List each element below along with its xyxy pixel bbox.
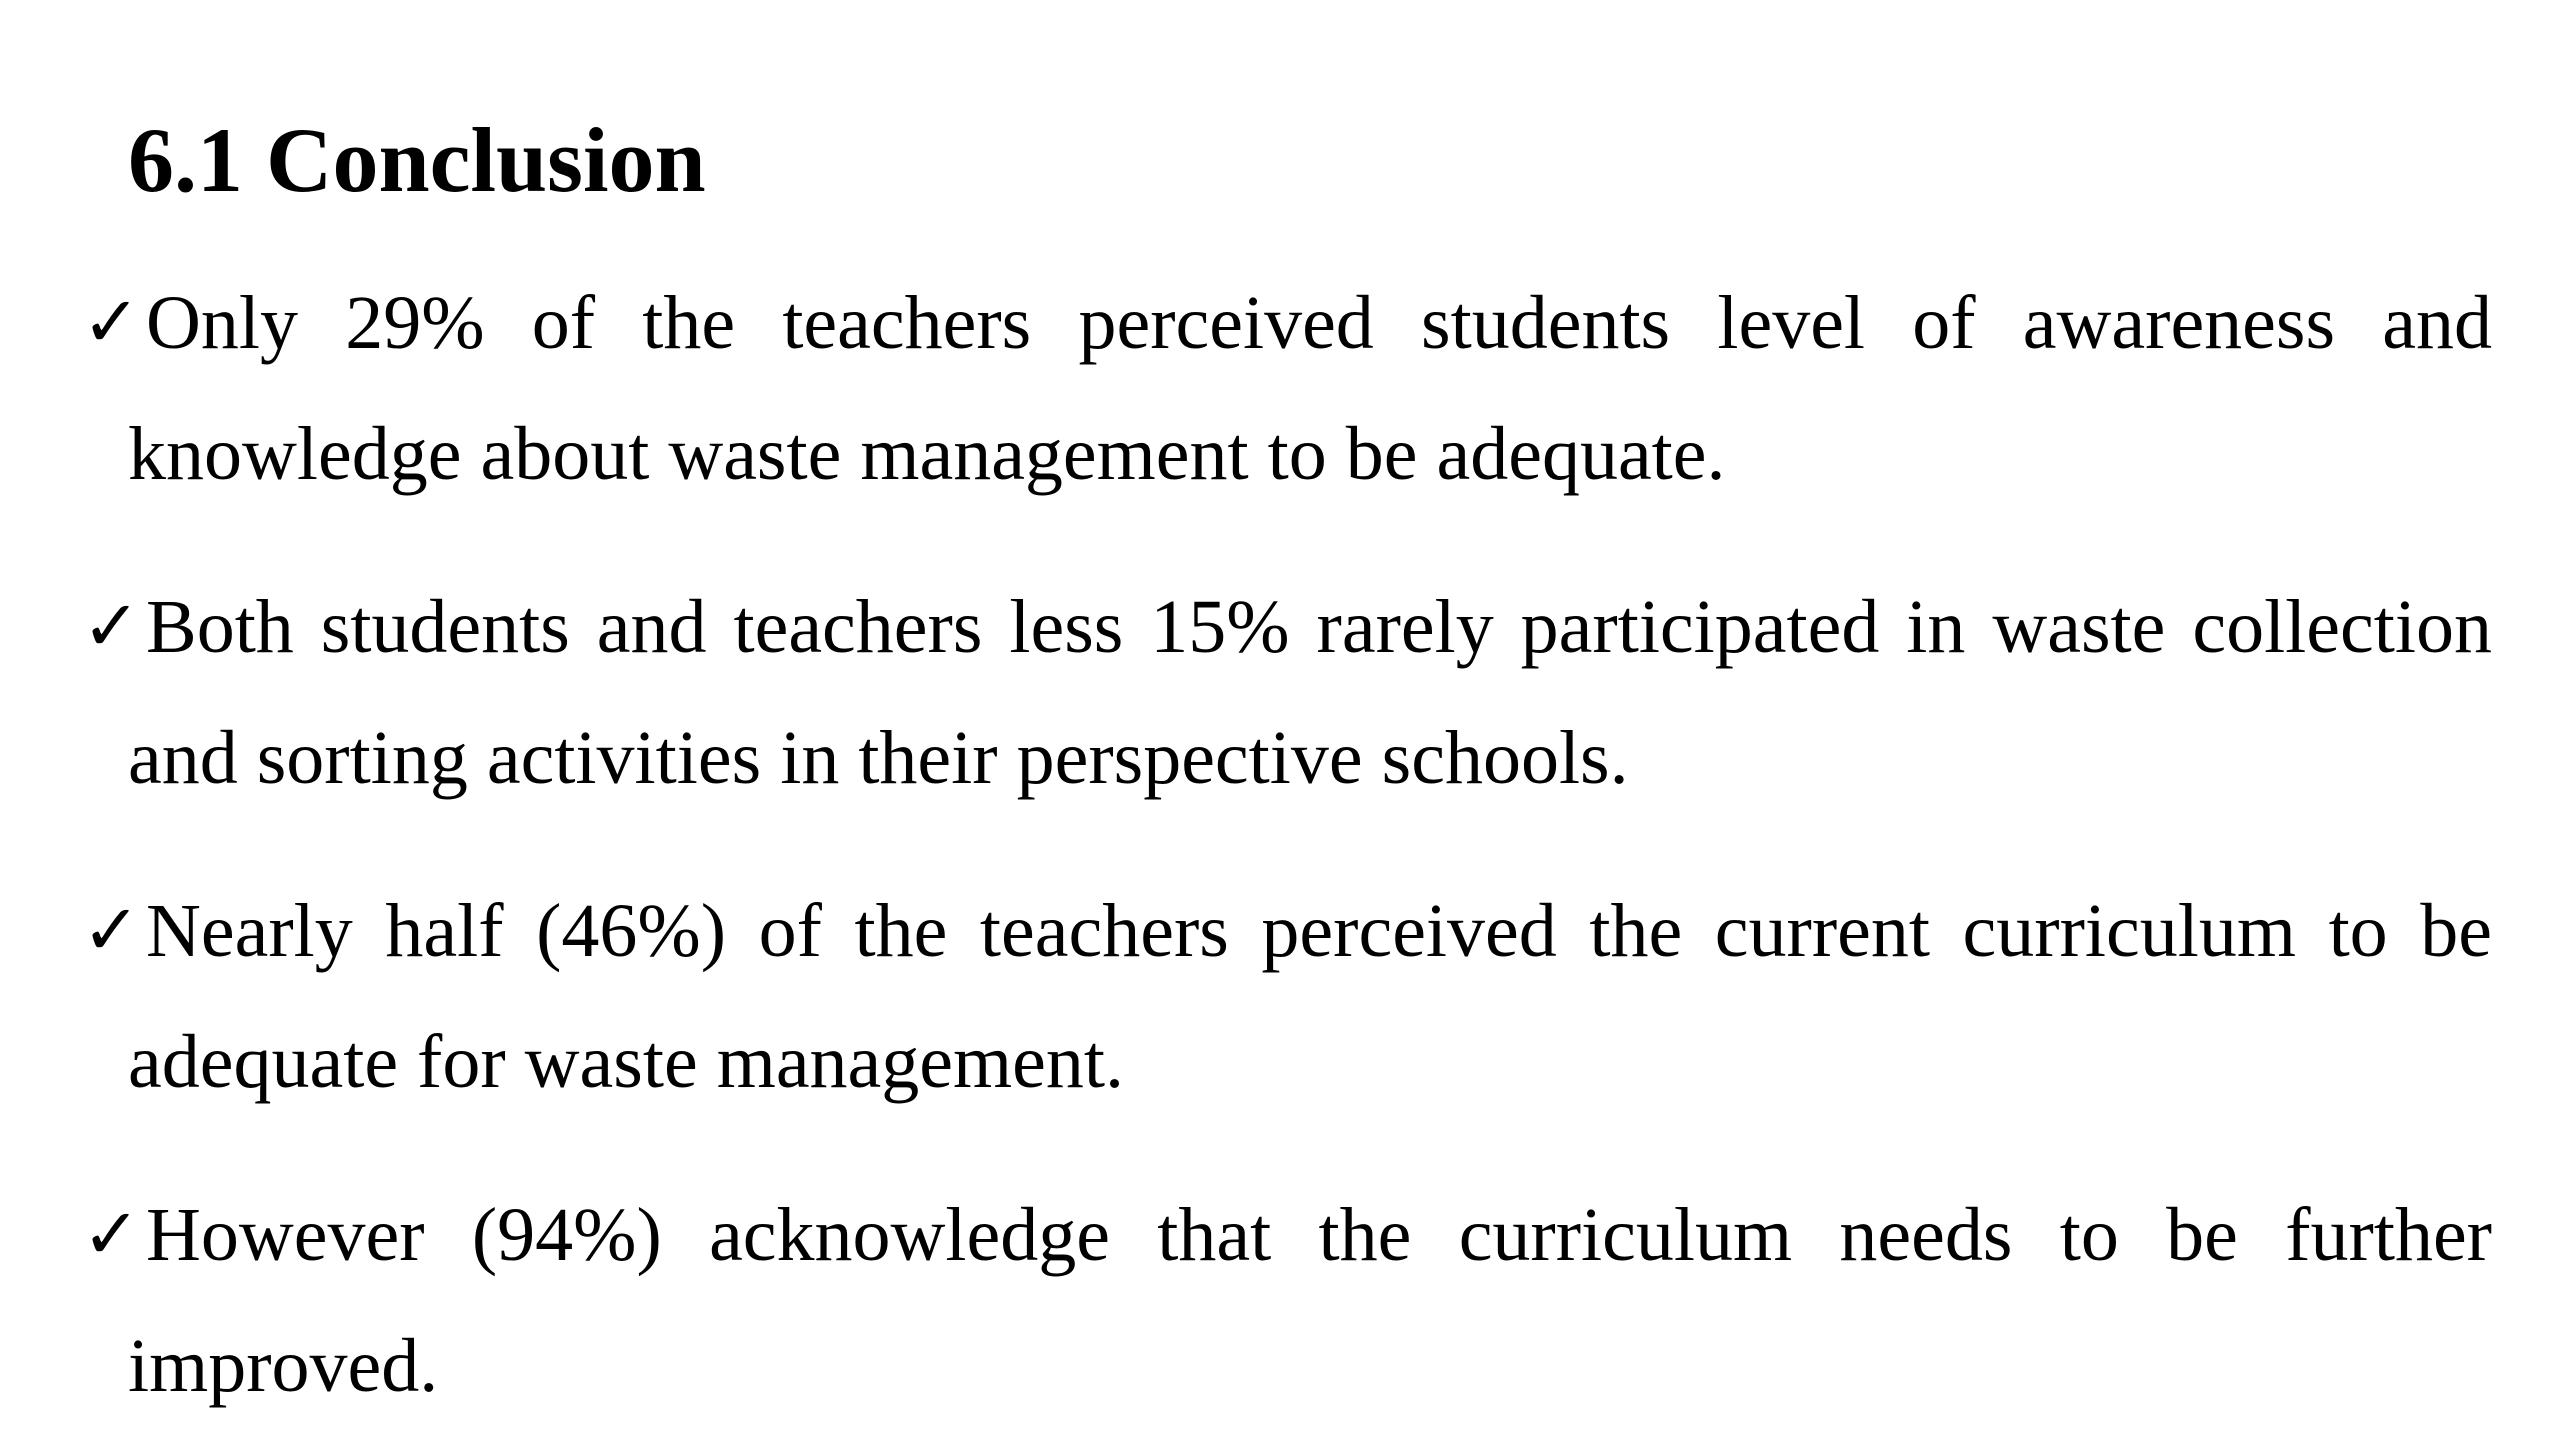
conclusion-list [82,258,2492,1432]
check-icon: ✓ [82,285,141,362]
list-item [82,866,2492,1128]
check-icon: ✓ [82,1197,141,1274]
bullet-text: Nearly half (46%) of the teachers perceived the current curriculum to be adequate for waste management. [128,889,2492,1104]
list-item [82,258,2492,520]
bullet-text: However (94%) acknowledge that the curriculum needs to be further improved. [128,1193,2492,1408]
list-item [82,1170,2492,1432]
bullet-text: Both students and teachers less 15% rarely participated in waste collection and sorting activities in their perspective schools. [128,585,2492,800]
section-title: 6.1 Conclusion [128,109,706,211]
check-icon: ✓ [82,893,141,970]
list-item [82,562,2492,824]
check-icon: ✓ [82,589,141,666]
bullet-text: Only 29% of the teachers perceived students level of awareness and knowledge about waste management to be adequate. [128,281,2492,496]
